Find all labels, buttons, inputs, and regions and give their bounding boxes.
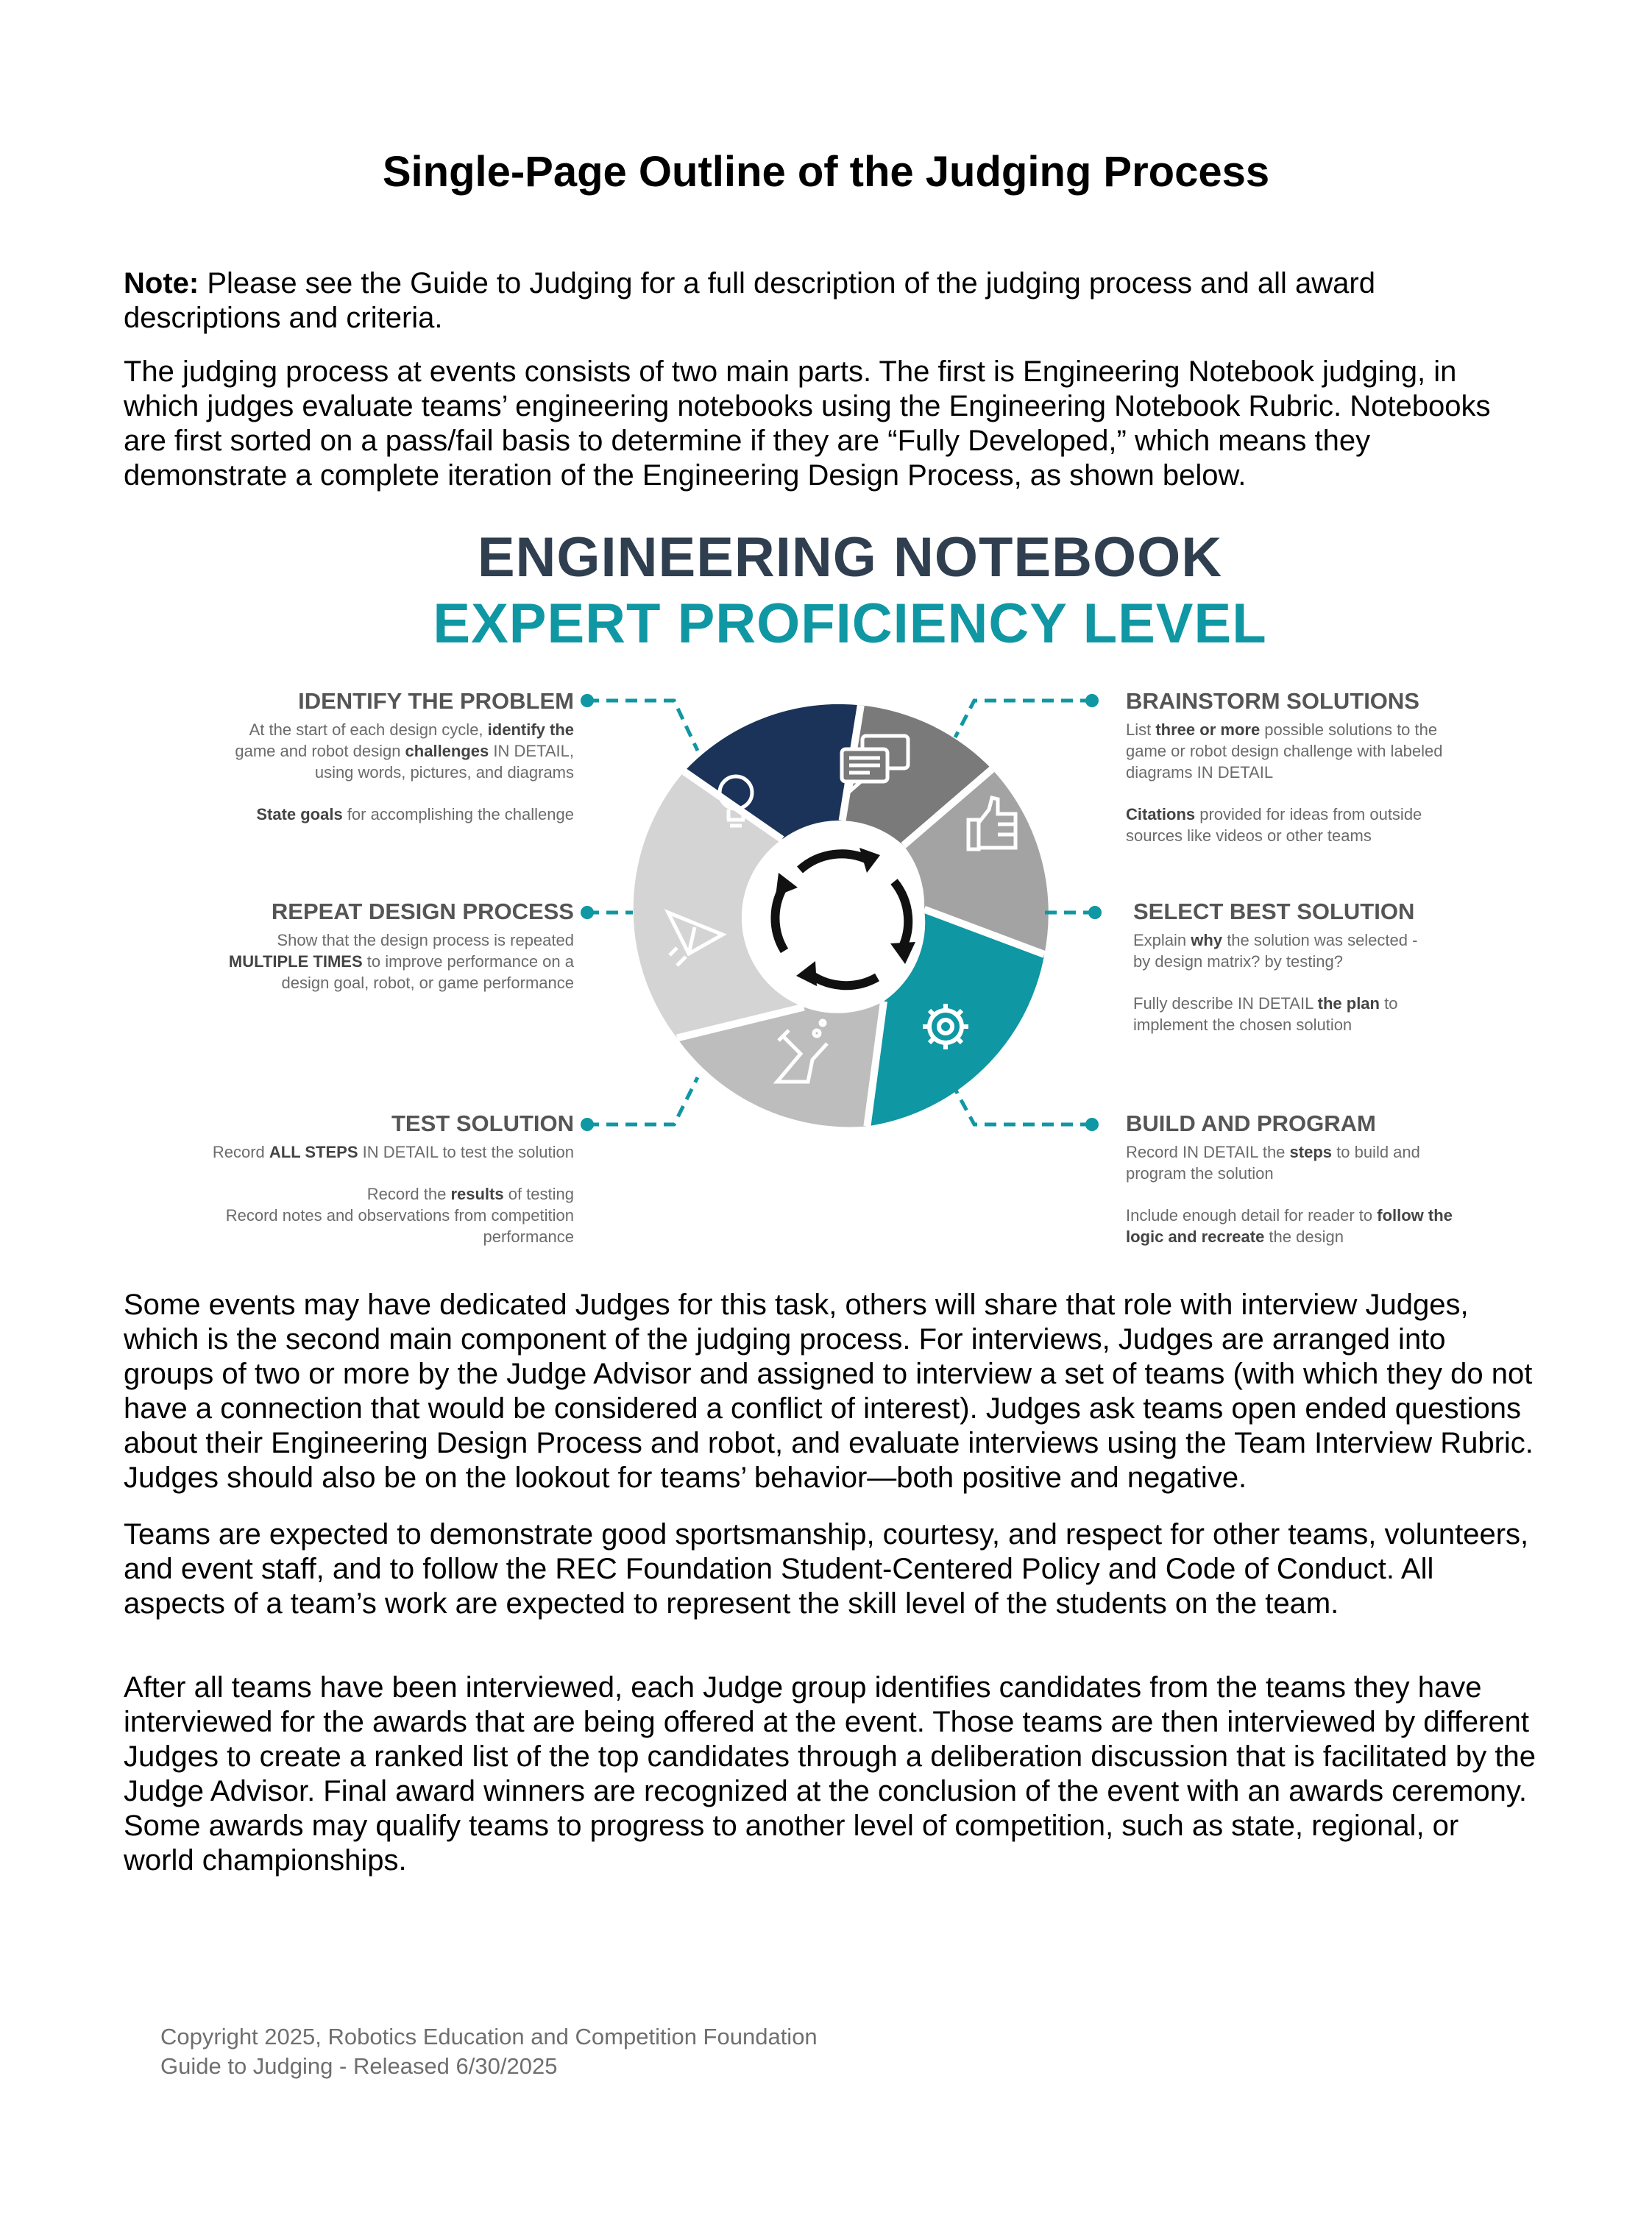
conduct-paragraph: Teams are expected to demonstrate good sportsmanship, courtesy, and respect for other teams, volunteers, and event staff, and to follow the REC Foundation Student-Centered Policy and Code of Conduct. All aspects of a team’s work are expected to represent the skill level of the students on the team. — [124, 1518, 1529, 1620]
step-identify-problem: IDENTIFY THE PROBLEM At the start of each design cycle, identify the game and robot design challenges IN DETAIL, using words, pictures, and diagrams State goals for accomplishing the challenge — [162, 690, 574, 846]
interviews-paragraph: Some events may have dedicated Judges for this task, others will share that role with interview Judges, which is the second main component of the judging process. For interviews, Judges are arranged into groups of two or more by the Judge Advisor and assigned to interview a set of teams (with which they do not have a connection that would be considered a conflict of interest). Judges ask teams open ended questions about their Engineering Design Process and robot, and evaluate interviews using the Team Interview Rubric. Judges should also be on the lookout for teams’ behavior—both positive and negative. — [124, 1289, 1534, 1494]
intro-paragraph: The judging process at events consists of two main parts. The first is Engineering Notebook judging, in which judges evaluate teams’ engineering notebooks using the Engineering Notebook Rubric. Notebooks are first sorted on a pass/fail basis to determine if they are “Fully Developed,” which means they demonstrate a complete iteration of the Engineering Design Process, as shown below. — [124, 355, 1491, 492]
step-brainstorm-solutions: BRAINSTORM SOLUTIONS List three or more possible solutions to the game or robot design challenge with labeled diagrams IN DETAIL Citations provided for ideas from outside sources like videos or other teams — [1126, 690, 1538, 867]
step-heading: SELECT BEST SOLUTION — [1133, 899, 1415, 924]
note-paragraph — [124, 266, 1536, 336]
step-select-best-solution: SELECT BEST SOLUTION Explain why the solution was selected - by design matrix? by testing? Fully describe IN DETAIL the plan to implement the chosen solution — [1133, 901, 1545, 1056]
engineering-notebook-infographic — [162, 515, 1538, 1258]
page-title: Single-Page Outline of the Judging Process — [382, 148, 1270, 196]
step-heading: TEST SOLUTION — [391, 1110, 574, 1136]
step-heading: IDENTIFY THE PROBLEM — [298, 688, 574, 714]
step-heading: BUILD AND PROGRAM — [1126, 1110, 1376, 1136]
step-repeat-design-process: REPEAT DESIGN PROCESS Show that the design process is repeated MULTIPLE TIMES to improve performance on a design goal, robot, or game performance — [162, 901, 574, 1014]
note-text: Please see the Guide to Judging for a full description of the judging process and all award descriptions and criteria. — [124, 267, 1375, 334]
awards-paragraph: After all teams have been interviewed, each Judge group identifies candidates from the teams they have interviewed for the awards that are being offered at the event. Those teams are then interviewed by different Judges to create a ranked list of the top candidates through a deliberation discussion that is facilitated by the Judge Advisor. Final award winners are recognized at the conclusion of the event with an awards ceremony. Some awards may qualify teams to progress to another level of competition, such as state, regional, or world championships. — [124, 1671, 1536, 1877]
footer-release: Guide to Judging - Released 6/30/2025 — [160, 2053, 558, 2079]
cycle-arrows-icon — [775, 854, 908, 985]
footer-copyright: Copyright 2025, Robotics Education and Competition Foundation — [160, 2024, 818, 2049]
step-heading: BRAINSTORM SOLUTIONS — [1126, 688, 1419, 714]
note-label: Note: — [124, 267, 199, 300]
infographic-title-line1: ENGINEERING NOTEBOOK — [477, 526, 1223, 589]
step-heading: REPEAT DESIGN PROCESS — [271, 899, 574, 924]
step-test-solution: TEST SOLUTION Record ALL STEPS IN DETAIL to test the solution Record the results of testing Record notes and observations from competition performance — [162, 1113, 574, 1268]
step-build-and-program: BUILD AND PROGRAM Record IN DETAIL the steps to build and program the solution Include enough detail for reader to follow the logic and recreate the design — [1126, 1113, 1538, 1268]
page-footer — [160, 2022, 818, 2081]
infographic-title-line2: EXPERT PROFICIENCY LEVEL — [433, 592, 1267, 655]
